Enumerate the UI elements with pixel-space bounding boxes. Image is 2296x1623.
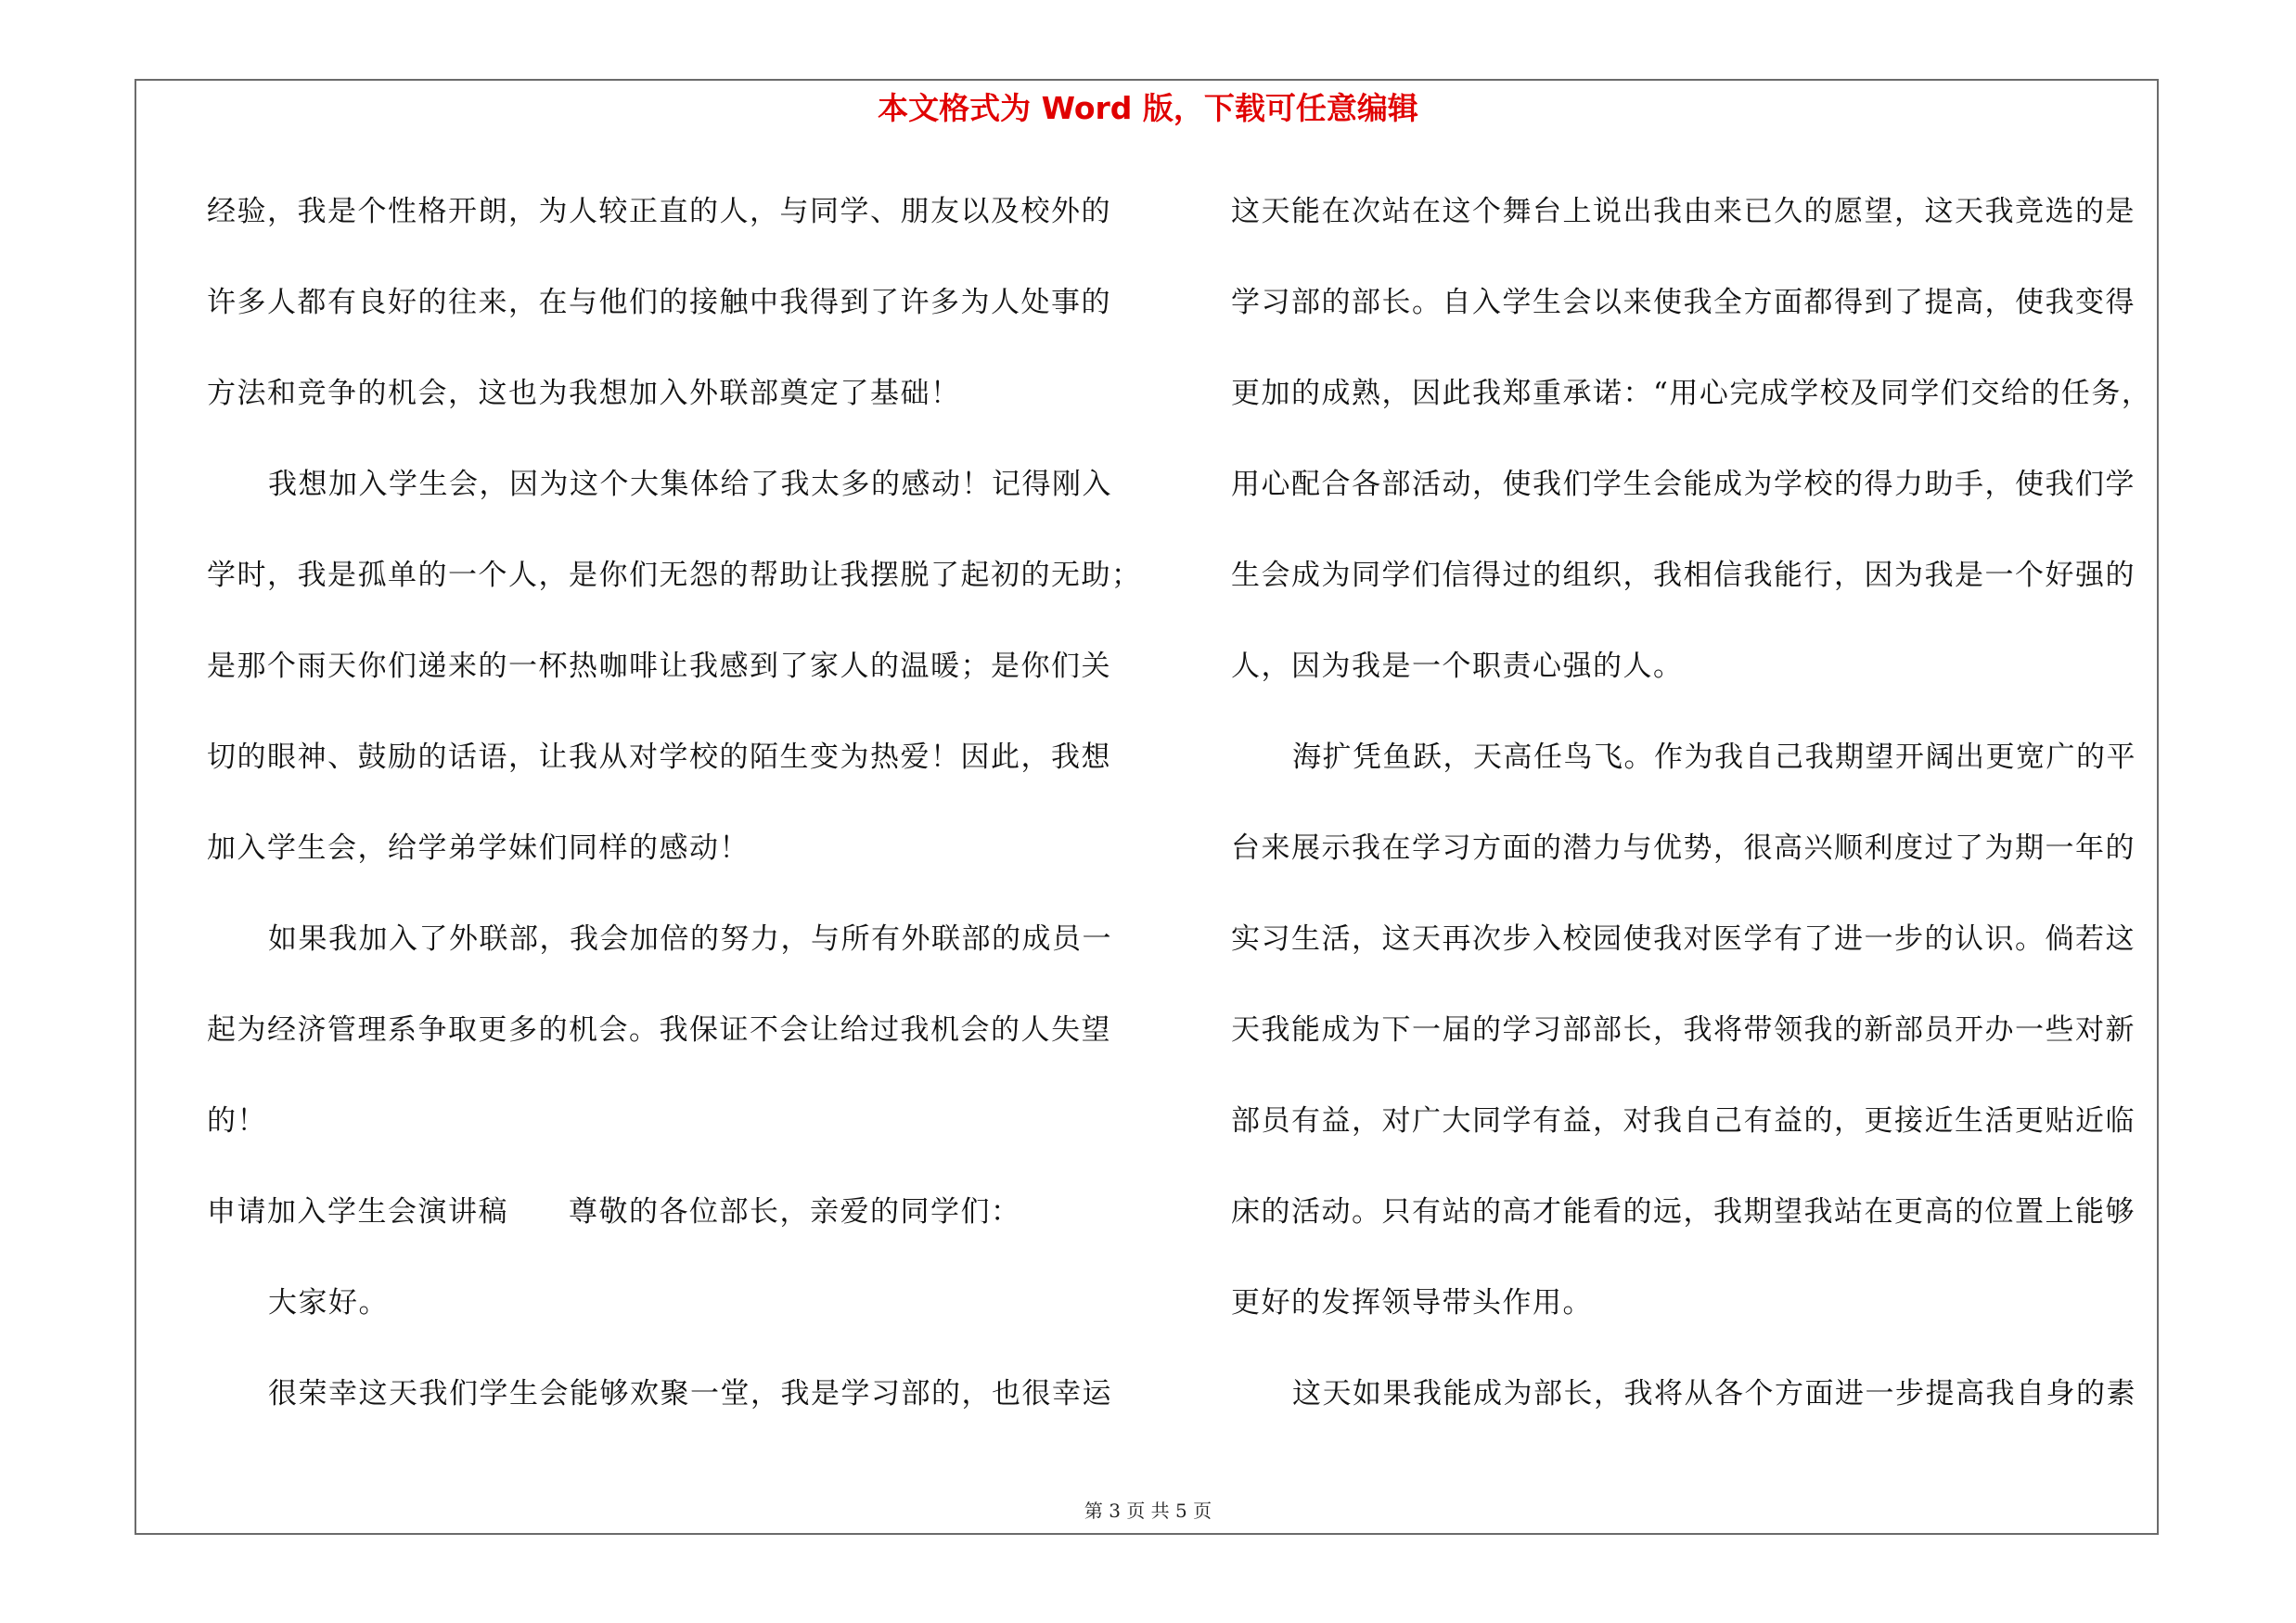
- right-column: [1231, 182, 2151, 1455]
- format-notice-banner: 本文格式为 Word 版，下载可任意编辑: [878, 90, 1418, 126]
- text-line: 床的活动。只有站的高才能看的远，我期望我站在更高的位置上能够: [1231, 1195, 2136, 1229]
- text-line: 生会成为同学们信得过的组织，我相信我能行，因为我是一个好强的: [1231, 559, 2136, 592]
- text-line: 更好的发挥领导带头作用。: [1231, 1286, 1593, 1320]
- section-title-line: 申请加入学生会演讲稿 尊敬的各位部长，亲爱的同学们：: [207, 1195, 1021, 1229]
- left-column: [207, 182, 1142, 1455]
- greeting-line: 大家好。: [268, 1286, 389, 1320]
- text-line: 经验，我是个性格开朗，为人较正直的人，与同学、朋友以及校外的: [207, 195, 1111, 228]
- text-line: 台来展示我在学习方面的潜力与优势，很高兴顺利度过了为期一年的: [1231, 831, 2136, 865]
- text-line: 学习部的部长。自入学生会以来使我全方面都得到了提高，使我变得: [1231, 286, 2136, 319]
- text-line: 的！: [207, 1104, 267, 1138]
- text-line: 加入学生会，给学弟学妹们同样的感动！: [207, 831, 750, 865]
- text-line: 是那个雨天你们递来的一杯热咖啡让我感到了家人的温暖；是你们关: [207, 650, 1111, 683]
- page-number: 第 3 页 共 5 页: [1084, 1500, 1212, 1522]
- paragraph-start-line: 我想加入学生会，因为这个大集体给了我太多的感动！记得刚入: [268, 468, 1112, 501]
- text-line: 学时，我是孤单的一个人，是你们无怨的帮助让我摆脱了起初的无助；: [207, 559, 1142, 592]
- text-line: 部员有益，对广大同学有益，对我自己有益的，更接近生活更贴近临: [1231, 1104, 2136, 1138]
- paragraph-start-line: 很荣幸这天我们学生会能够欢聚一堂，我是学习部的，也很幸运: [268, 1377, 1112, 1410]
- paragraph-start-line: 这天如果我能成为部长，我将从各个方面进一步提高我自身的素: [1292, 1377, 2136, 1410]
- text-line: 天我能成为下一届的学习部部长，我将带领我的新部员开办一些对新: [1231, 1013, 2136, 1047]
- paragraph-start-line: 如果我加入了外联部，我会加倍的努力，与所有外联部的成员一: [268, 922, 1112, 956]
- text-line: 起为经济管理系争取更多的机会。我保证不会让给过我机会的人失望: [207, 1013, 1111, 1047]
- text-line: 许多人都有良好的往来，在与他们的接触中我得到了许多为人处事的: [207, 286, 1111, 319]
- text-line: 这天能在次站在这个舞台上说出我由来已久的愿望，这天我竞选的是: [1231, 195, 2136, 228]
- text-line: 用心配合各部活动，使我们学生会能成为学校的得力助手，使我们学: [1231, 468, 2136, 501]
- text-line: 方法和竞争的机会，这也为我想加入外联部奠定了基础！: [207, 377, 961, 410]
- text-line: 更加的成熟，因此我郑重承诺：“用心完成学校及同学们交给的任务，: [1231, 377, 2152, 410]
- text-line: 切的眼神、鼓励的话语，让我从对学校的陌生变为热爱！因此，我想: [207, 741, 1111, 774]
- text-line: 实习生活，这天再次步入校园使我对医学有了进一步的认识。倘若这: [1231, 922, 2136, 956]
- paragraph-start-line: 海扩凭鱼跃，天高任鸟飞。作为我自己我期望开阔出更宽广的平: [1292, 741, 2136, 774]
- text-line: 人，因为我是一个职责心强的人。: [1231, 650, 1684, 683]
